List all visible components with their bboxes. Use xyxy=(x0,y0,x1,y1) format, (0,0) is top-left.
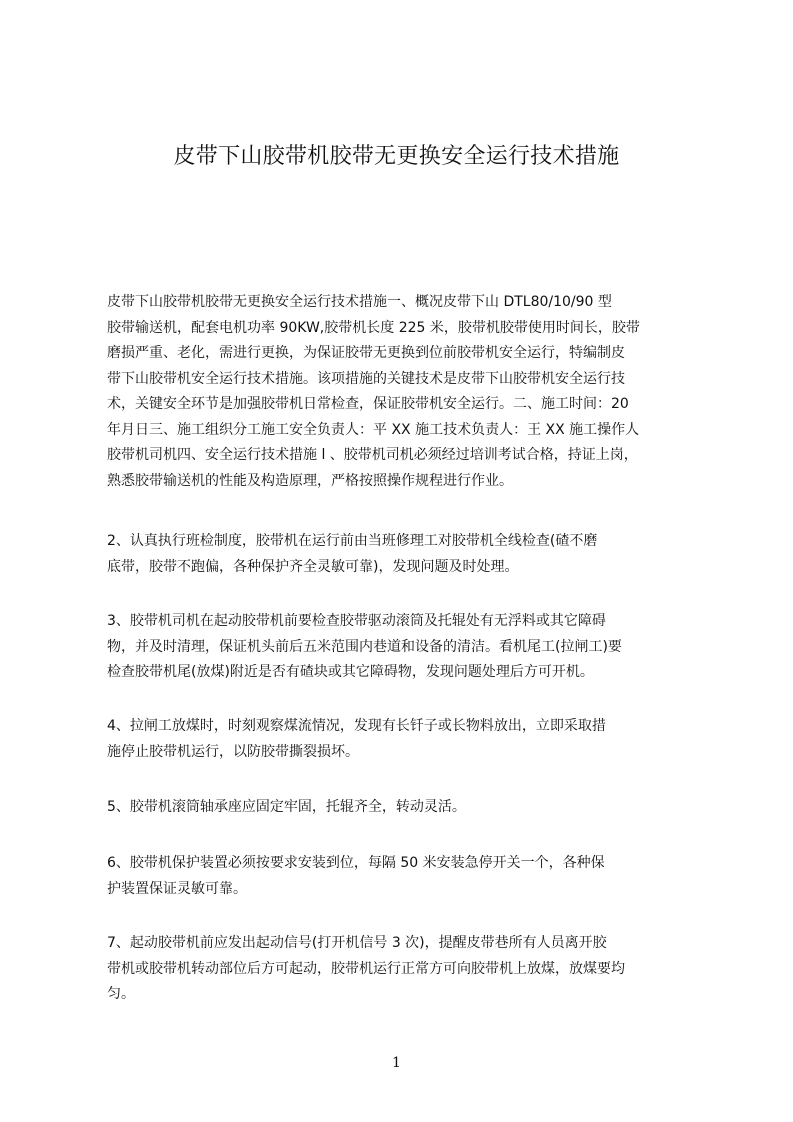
paragraph-item-4 xyxy=(107,714,702,765)
text-line: 年月日三、施工组织分工施工安全负责人：平 XX 施工技术负责人：王 XX 施工操作人 xyxy=(107,421,640,438)
text-line: 施停止胶带机运行，以防胶带撕裂损坏。 xyxy=(107,743,359,760)
text-line: 胶带机司机四、安全运行技术措施 l 、胶带机司机必须经过培训考试合格，持证上岗， xyxy=(107,447,638,463)
text-line: 带下山胶带机安全运行技术措施。该项措施的关键技术是皮带下山胶带机安全运行技 xyxy=(107,370,625,387)
text-line: 检查胶带机尾(放煤)附近是否有碴块或其它障碍物，发现问题处理后方可开机。 xyxy=(107,664,594,680)
page-number: 1 xyxy=(392,1055,401,1071)
text-line: 术，关键安全环节是加强胶带机日常检查，保证胶带机安全运行。二、施工时间：20 xyxy=(107,396,629,412)
text-line: 7、起动胶带机前应发出起动信号(打开机信号 3 次)，提醒皮带巷所有人员离开胶 xyxy=(107,935,607,951)
paragraph-item-7 xyxy=(107,931,702,1008)
text-line: 磨损严重、老化，需进行更换，为保证胶带无更换到位前胶带机安全运行，特编制皮 xyxy=(107,345,625,361)
text-line: 护装置保证灵敏可靠。 xyxy=(107,880,247,897)
text-line: 熟悉胶带输送机的性能及构造原理，严格按照操作规程进行作业。 xyxy=(107,472,513,489)
text-line: 3、胶带机司机在起动胶带机前要检查胶带驱动滚筒及托辊处有无浮料或其它障碍 xyxy=(107,613,606,629)
text-line: 匀。 xyxy=(107,986,135,1002)
text-line: 5、胶带机滚筒轴承座应固定牢固，托辊齐全，转动灵活。 xyxy=(107,799,466,815)
paragraph-item-2 xyxy=(107,529,702,580)
text-line: 胶带输送机，配套电机功率 90KW,胶带机长度 225 米，胶带机胶带使用时间长，胶带 xyxy=(107,319,640,336)
text-line: 2、认真执行班检制度，胶带机在运行前由当班修理工对胶带机全线检查(碴不磨 xyxy=(107,533,598,549)
document-title: 皮带下山胶带机胶带无更换安全运行技术措施 xyxy=(173,144,620,169)
paragraph-item-6 xyxy=(107,851,702,902)
text-line: 底带，胶带不跑偏，各种保护齐全灵敏可靠)，发现问题及时处理。 xyxy=(107,558,519,575)
text-line: 6、胶带机保护装置必须按要求安装到位，每隔 50 米安装急停开关一个，各种保 xyxy=(107,855,605,871)
text-line: 带机或胶带机转动部位后方可起动，胶带机运行正常方可向胶带机上放煤，放煤要均 xyxy=(107,960,625,977)
text-line: 皮带下山胶带机胶带无更换安全运行技术措施一、概况皮带下山 DTL80/10/90 型 xyxy=(107,294,612,310)
paragraph-overview xyxy=(107,290,702,494)
text-line: 4、拉闸工放煤时，时刻观察煤流情况，发现有长钎子或长物料放出，立即采取措 xyxy=(107,718,606,734)
paragraph-item-3 xyxy=(107,609,702,686)
paragraph-item-5 xyxy=(107,795,702,821)
text-line: 物，并及时清理，保证机头前后五米范围内巷道和设备的清洁。看机尾工(拉闸工)要 xyxy=(107,638,622,655)
